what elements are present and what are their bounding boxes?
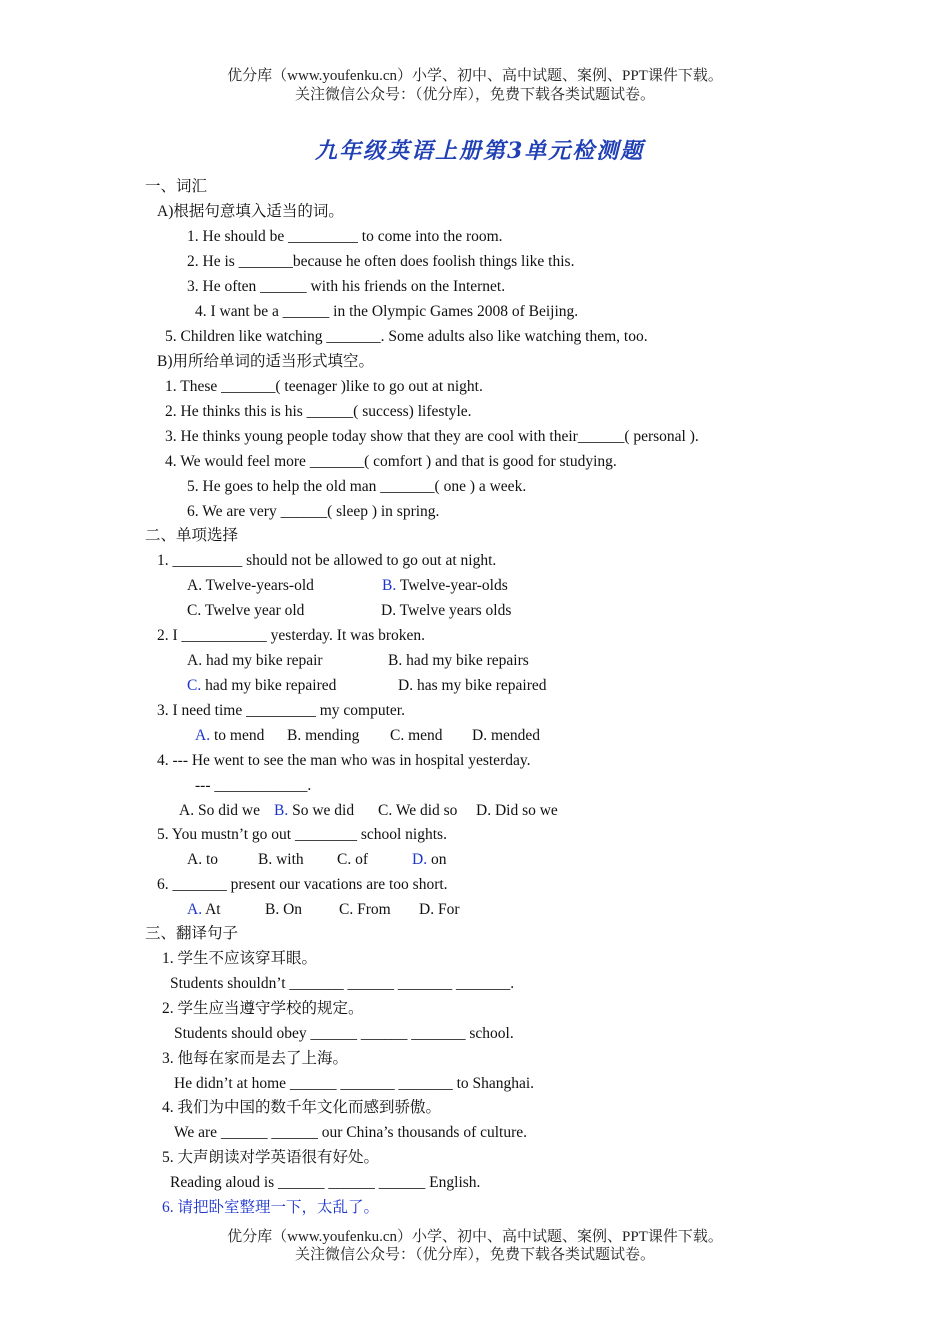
mc-4-option-b: B. So we did [274, 802, 355, 819]
translation-4-cn: 4. 我们为中国的数千年文化而感到骄傲。 [162, 1099, 442, 1116]
mc-1-option-d: D. Twelve years olds [381, 602, 512, 619]
question-1b-3: 3. He thinks young people today show that they are cool with their______( personal ). [165, 428, 699, 445]
page-header-line-2: 关注微信公众号：（优分库），免费下载各类试题试卷。 [294, 87, 655, 103]
section-3-heading: 三、翻译句子 [145, 925, 239, 942]
question-1b-5: 5. He goes to help the old man _______( one ) a week. [187, 478, 527, 495]
mc-3-option-c: C. mend [390, 727, 443, 744]
answer-letter: C. [187, 677, 202, 694]
answer-letter: D. [412, 851, 428, 868]
question-1a-4: 4. I want be a ______ in the Olympic Games 2008 of Beijing. [195, 303, 579, 320]
mc-2-option-d: D. has my bike repaired [398, 677, 547, 694]
mc-2-option-c: C. had my bike repaired [187, 677, 337, 694]
question-1b-2: 2. He thinks this is his ______( success) lifestyle. [165, 403, 472, 420]
page-header-line-1: 优分库（www.youfenku.cn）小学、初中、高中试题、案例、PPT课件下载。 [227, 68, 723, 84]
mc-3-option-d: D. mended [472, 727, 541, 744]
mc-question-6: 6. _______ present our vacations are too short. [157, 876, 448, 893]
mc-2-option-b: B. had my bike repairs [388, 652, 529, 669]
question-1a-5: 5. Children like watching _______. Some adults also like watching them, too. [165, 328, 648, 345]
mc-4-option-c: C. We did so [378, 802, 458, 819]
translation-4-en: We are ______ ______ our China’s thousands of culture. [174, 1124, 528, 1141]
mc-6-option-b: B. On [265, 901, 303, 918]
mc-1-option-b: B. Twelve-year-olds [382, 577, 508, 594]
question-1a-3: 3. He often ______ with his friends on the Internet. [187, 278, 506, 295]
mc-6-option-c: C. From [339, 901, 391, 918]
section-2-heading: 二、单项选择 [145, 527, 239, 544]
mc-question-5: 5. You mustn’t go out ________ school nights. [157, 826, 447, 843]
mc-question-2: 2. I ___________ yesterday. It was broken. [157, 627, 426, 644]
mc-3-option-a: A. to mend [195, 727, 265, 744]
mc-6-option-d: D. For [419, 901, 460, 918]
question-1b-6: 6. We are very ______( sleep ) in spring. [187, 503, 440, 520]
question-1a-1: 1. He should be _________ to come into the room. [187, 228, 503, 245]
question-1b-4: 4. We would feel more _______( comfort ) and that is good for studying. [165, 453, 617, 470]
mc-4-option-d: D. Did so we [476, 802, 558, 819]
mc-6-option-a: A. At [187, 901, 221, 918]
answer-letter: A. [195, 727, 211, 744]
page-footer-line-2: 关注微信公众号：（优分库），免费下载各类试题试卷。 [294, 1247, 655, 1263]
translation-6-cn: 6. 请把卧室整理一下，太乱了。 [162, 1199, 380, 1216]
mc-5-option-a: A. to [187, 851, 219, 868]
mc-question-4: 4. --- He went to see the man who was in hospital yesterday. [157, 752, 531, 769]
mc-4-option-a: A. So did we [179, 802, 260, 819]
translation-1-en: Students shouldn’t _______ ______ _______ _______. [170, 975, 515, 992]
mc-question-1: 1. _________ should not be allowed to go out at night. [157, 552, 497, 569]
mc-5-option-d: D. on [412, 851, 447, 868]
translation-1-cn: 1. 学生不应该穿耳眼。 [162, 950, 318, 967]
mc-5-option-b: B. with [258, 851, 304, 868]
mc-1-option-c: C. Twelve year old [187, 602, 305, 619]
answer-letter: B. [382, 577, 397, 594]
mc-5-option-c: C. of [337, 851, 369, 868]
mc-question-3: 3. I need time _________ my computer. [157, 702, 405, 719]
question-1a-2: 2. He is _______because he often does foolish things like this. [187, 253, 575, 270]
page-footer-line-1: 优分库（www.youfenku.cn）小学、初中、高中试题、案例、PPT课件下载。 [227, 1229, 723, 1245]
translation-2-cn: 2. 学生应当遵守学校的规定。 [162, 1000, 364, 1017]
translation-3-en: He didn’t at home ______ _______ _______ to Shanghai. [174, 1075, 535, 1092]
question-1b-1: 1. These _______( teenager )like to go out at night. [165, 378, 483, 395]
mc-3-option-b: B. mending [287, 727, 360, 744]
section-1-heading: 一、词汇 [145, 178, 208, 195]
mc-1-option-a: A. Twelve-years-old [187, 577, 314, 594]
mc-question-4-reply: --- ____________. [195, 777, 312, 794]
translation-2-en: Students should obey ______ ______ _______ school. [174, 1025, 514, 1042]
mc-2-option-a: A. had my bike repair [187, 652, 323, 669]
answer-letter: A. [187, 901, 203, 918]
section-1a-heading: A)根据句意填入适当的词。 [157, 203, 344, 220]
section-1b-heading: B)用所给单词的适当形式填空。 [157, 353, 375, 370]
page-title: 九年级英语上册第3单元检测题 [315, 138, 645, 164]
translation-5-cn: 5. 大声朗读对学英语很有好处。 [162, 1149, 380, 1166]
translation-3-cn: 3. 他每在家而是去了上海。 [162, 1050, 349, 1067]
translation-5-en: Reading aloud is ______ ______ ______ English. [170, 1174, 481, 1191]
answer-letter: B. [274, 802, 289, 819]
